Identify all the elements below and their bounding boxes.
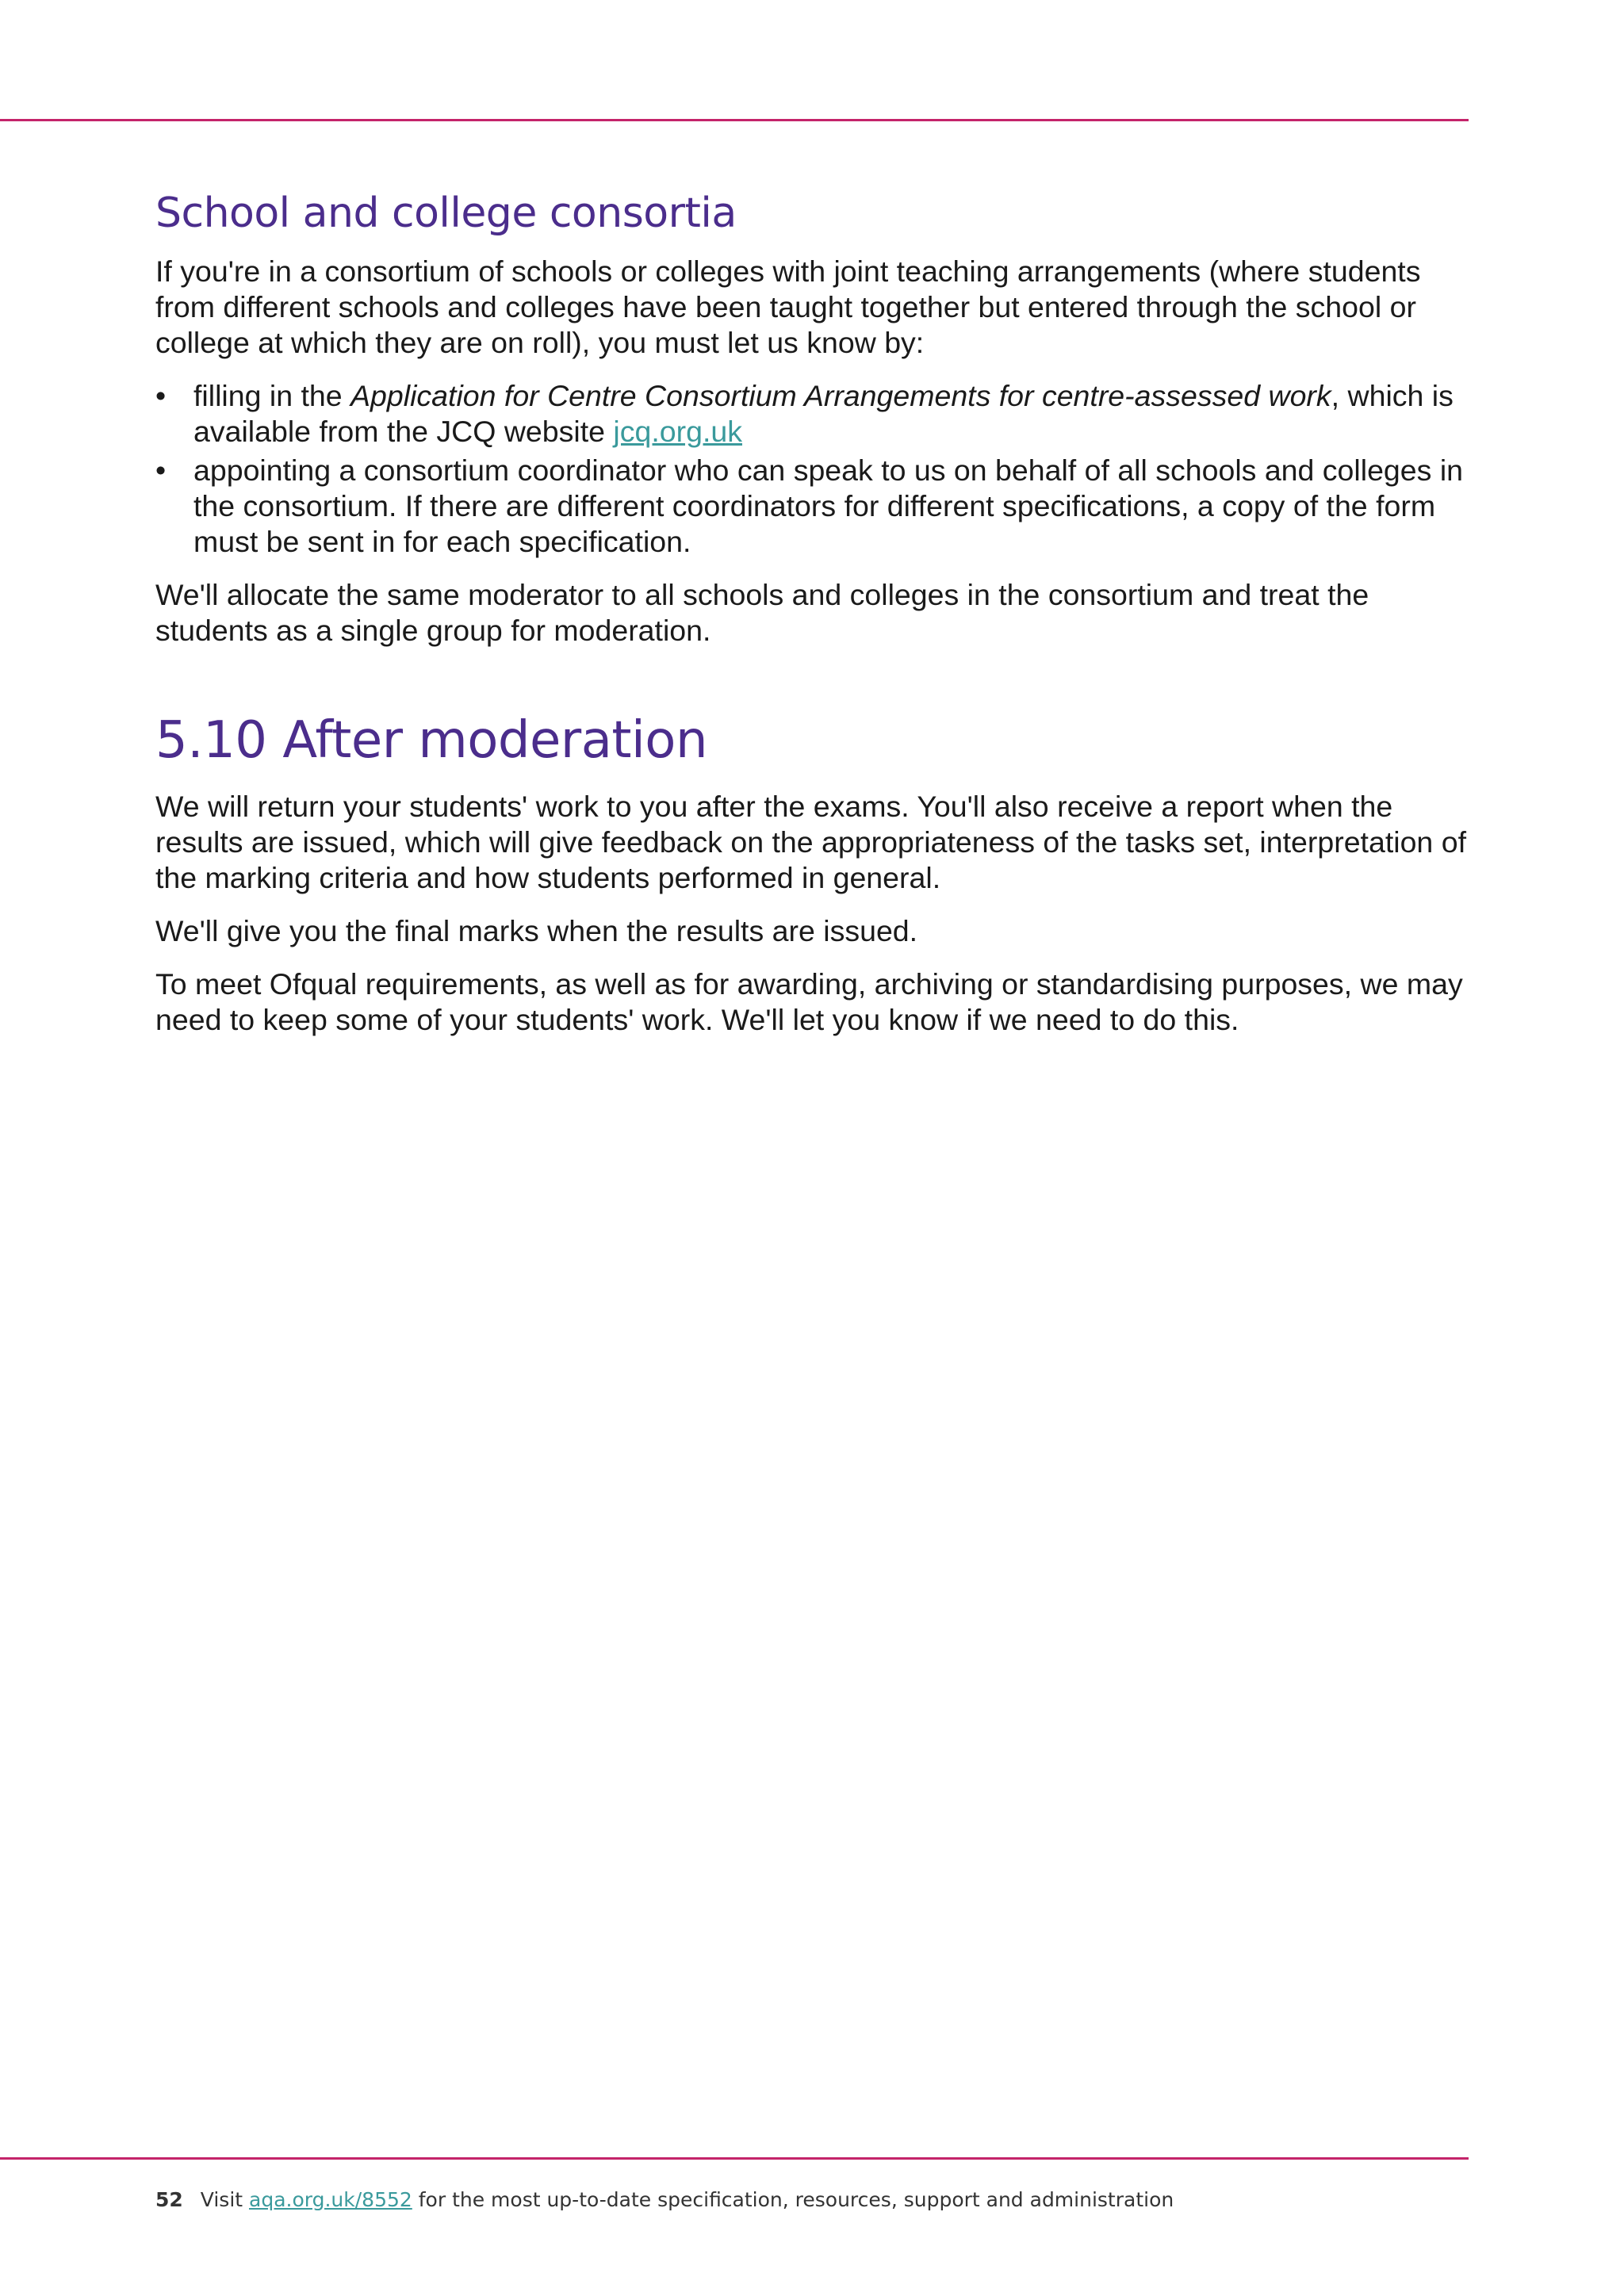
aqa-link[interactable]: aqa.org.uk/8552 xyxy=(249,2188,412,2211)
bullet2-text: appointing a consortium coordinator who can speak to us on behalf of all schools and colleges in the consortium. If there are different coordinators for different specifications, a copy of the form must be sent in for each specification. xyxy=(193,453,1464,559)
jcq-link[interactable]: jcq.org.uk xyxy=(613,415,742,449)
footer-visit: Visit xyxy=(200,2188,250,2211)
bullet-glyph: • xyxy=(155,379,167,413)
after-moderation-heading: 5.10 After moderation xyxy=(155,711,707,771)
bullet1-middle: , which is available from the JCQ website xyxy=(193,379,1454,449)
consortia-closing: We'll allocate the same moderator to all schools and colleges in the consortium and treat the students as a single group for moderation. xyxy=(155,578,1369,648)
list-item xyxy=(155,453,1472,560)
after-moderation-p2: We'll give you the final marks when the results are issued. xyxy=(155,914,918,948)
consortia-bullet-list xyxy=(155,378,1472,560)
after-moderation-p1: We will return your students' work to you after the exams. You'll also receive a report when the results are issued, which will give feedback on the appropriateness of the tasks set, interpretation of the marking criteria and how students performed in general. xyxy=(155,790,1466,895)
bullet-glyph: • xyxy=(155,453,167,488)
after-moderation-p3: To meet Ofqual requirements, as well as for awarding, archiving or standardising purposes, we may need to keep some of your students' work. We'll let you know if we need to do this. xyxy=(155,967,1463,1037)
form-title: Application for Centre Consortium Arrangements for centre-assessed work xyxy=(350,379,1331,413)
consortia-heading: School and college consortia xyxy=(155,189,737,237)
list-item xyxy=(155,378,1472,450)
page-content xyxy=(155,189,1472,1055)
footer-rule xyxy=(0,2157,1469,2160)
consortia-intro: If you're in a consortium of schools or colleges with joint teaching arrangements (where students from different schools and colleges have been taught together but entered through the school or college at which they are on roll), you must let us know by: xyxy=(155,254,1421,360)
footer-rest: for the most up-to-date specification, resources, support and administration xyxy=(412,2188,1174,2211)
page-number: 52 xyxy=(155,2188,183,2211)
header-rule xyxy=(0,119,1469,121)
page-footer xyxy=(155,2188,1174,2211)
bullet1-prefix: filling in the xyxy=(193,379,351,413)
